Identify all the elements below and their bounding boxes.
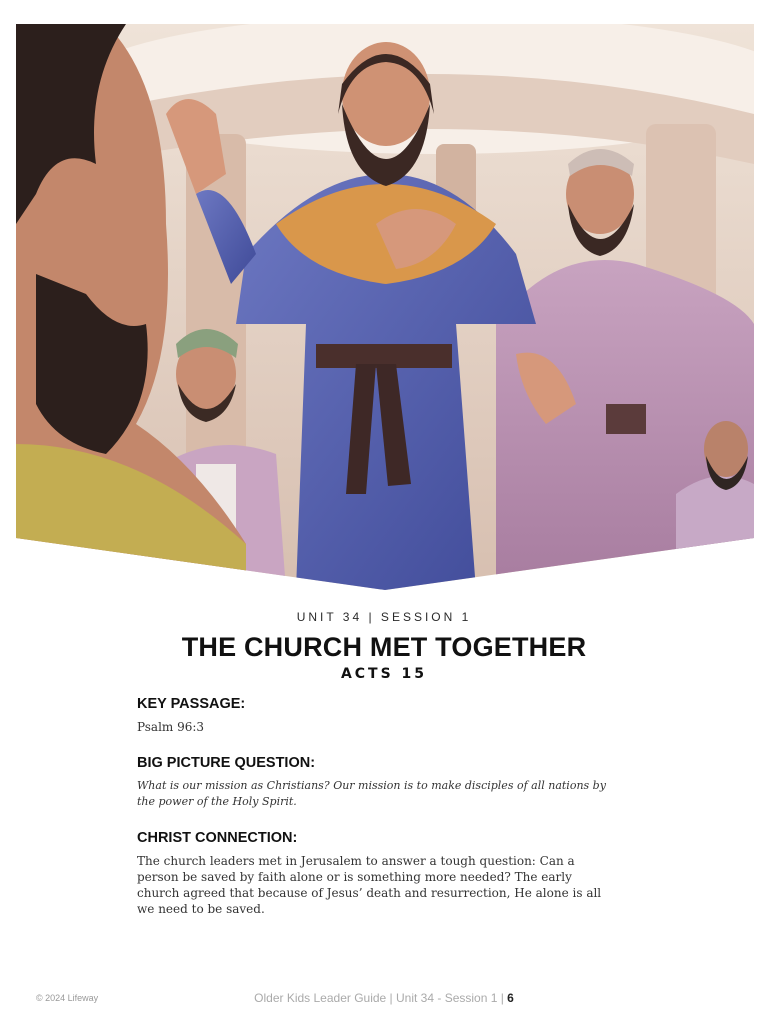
big-picture-text: What is our mission as Christians? Our mission is to make disciples of all nations by the power of the Holy Spirit. — [137, 779, 606, 808]
key-passage-heading: KEY PASSAGE: — [137, 696, 246, 712]
session-header — [0, 608, 768, 684]
unit-session-label: UNIT 34 | SESSION 1 — [296, 610, 472, 624]
copyright: © 2024 Lifeway — [36, 993, 99, 1003]
bible-passage: ACTS 15 — [340, 666, 428, 682]
hero-illustration — [16, 24, 754, 590]
session-content — [137, 694, 617, 935]
big-picture-heading: BIG PICTURE QUESTION: — [137, 755, 316, 771]
key-passage-text: Psalm 96:3 — [137, 720, 205, 734]
key-passage-section — [137, 694, 617, 735]
page-number: 6 — [507, 991, 514, 1005]
footer-guide-label: Older Kids Leader Guide | Unit 34 - Session 1 | — [254, 991, 508, 1005]
christ-connection-section — [137, 828, 617, 917]
christ-connection-heading: CHRIST CONNECTION: — [137, 830, 298, 846]
page-title: THE CHURCH MET TOGETHER — [181, 632, 587, 662]
big-picture-section — [137, 753, 617, 810]
page-footer — [0, 991, 768, 1005]
christ-connection-text: The church leaders met in Jerusalem to answer a tough question: Can a person be saved by faith alone or is something more needed? The early church agreed that because of Jesus’ death and resurrection, He alone is all we need to be saved. — [137, 854, 602, 916]
